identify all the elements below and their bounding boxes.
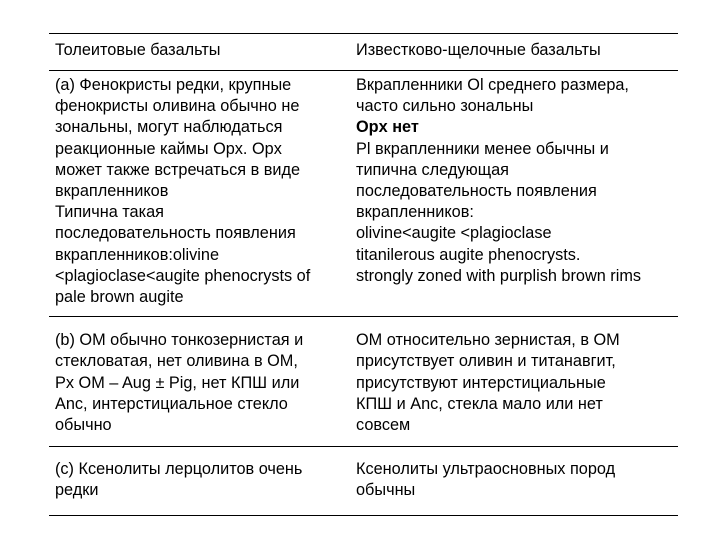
cell-line: вкрапленников:olivine <box>55 245 220 264</box>
cell-line: olivine<augite <plagioclase <box>356 224 552 243</box>
cell-line: Pl вкрапленники менее обычны и <box>356 139 609 158</box>
cell-line: titanilerous augite phenocrysts. <box>356 245 581 264</box>
cell-line: вкрапленников <box>55 182 169 201</box>
row-a-calc-alkaline-cell <box>355 71 678 317</box>
cell-line: Ксенолиты ультраосновных пород <box>356 460 616 479</box>
table-row <box>49 317 678 447</box>
cell-line-bold: Opx нет <box>356 118 419 137</box>
cell-line: Px OM – Aug ± Pig, нет КПШ или <box>55 373 300 392</box>
row-c-calc-alkaline-cell <box>355 447 678 515</box>
cell-line: обычны <box>356 481 416 500</box>
cell-line: strongly zoned with purplish brown rims <box>356 266 642 285</box>
cell-line: (a) Фенокристы редки, крупные <box>55 76 292 94</box>
cell-line: КПШ и Anc, стекла мало или нет <box>356 394 603 413</box>
row-b-tholeiitic-cell <box>49 317 355 447</box>
cell-line: редки <box>55 481 99 500</box>
cell-line: может также встречаться в виде <box>55 160 301 179</box>
cell-line: присутствуют интерстициальные <box>356 373 606 392</box>
cell-line: реакционные каймы Opx. Opx <box>55 139 282 158</box>
table-header-row <box>49 34 678 71</box>
cell-line: фенокристы оливина обычно не <box>55 97 300 116</box>
cell-line: типична следующая <box>356 160 509 179</box>
cell-line: последовательность появления <box>356 182 597 201</box>
cell-line: Вкрапленники Ol среднего размера, <box>356 76 629 94</box>
comparison-table <box>49 33 678 516</box>
table-row <box>49 447 678 515</box>
cell-line: часто сильно зональны <box>356 97 534 116</box>
header-tholeiitic-basalts: Толеитовые базальты <box>49 34 355 71</box>
cell-line: обычно <box>55 416 112 435</box>
header-calc-alkaline-basalts: Известково-щелочные базальты <box>355 34 678 71</box>
cell-line: (c) Ксенолиты лерцолитов очень <box>55 460 303 479</box>
cell-line: присутствует оливин и титанавгит, <box>356 352 616 371</box>
cell-line: зональны, могут наблюдаться <box>55 118 283 137</box>
cell-line: pale brown augite <box>55 288 184 307</box>
cell-line: OM относительно зернистая, в OM <box>356 331 620 350</box>
cell-line: Anc, интерстициальное стекло <box>55 394 288 413</box>
row-a-tholeiitic-cell <box>49 71 355 317</box>
row-c-tholeiitic-cell <box>49 447 355 515</box>
cell-line: совсем <box>356 416 411 435</box>
cell-line: стекловатая, нет оливина в OM, <box>55 352 298 371</box>
row-b-calc-alkaline-cell <box>355 317 678 447</box>
table-row <box>49 71 678 317</box>
cell-line: Типична такая <box>55 203 164 222</box>
cell-line: вкрапленников: <box>356 203 474 222</box>
cell-line: последовательность появления <box>55 224 296 243</box>
cell-line: (b) OM обычно тонкозернистая и <box>55 331 304 350</box>
cell-line: <plagioclase<augite phenocrysts of <box>55 266 311 285</box>
